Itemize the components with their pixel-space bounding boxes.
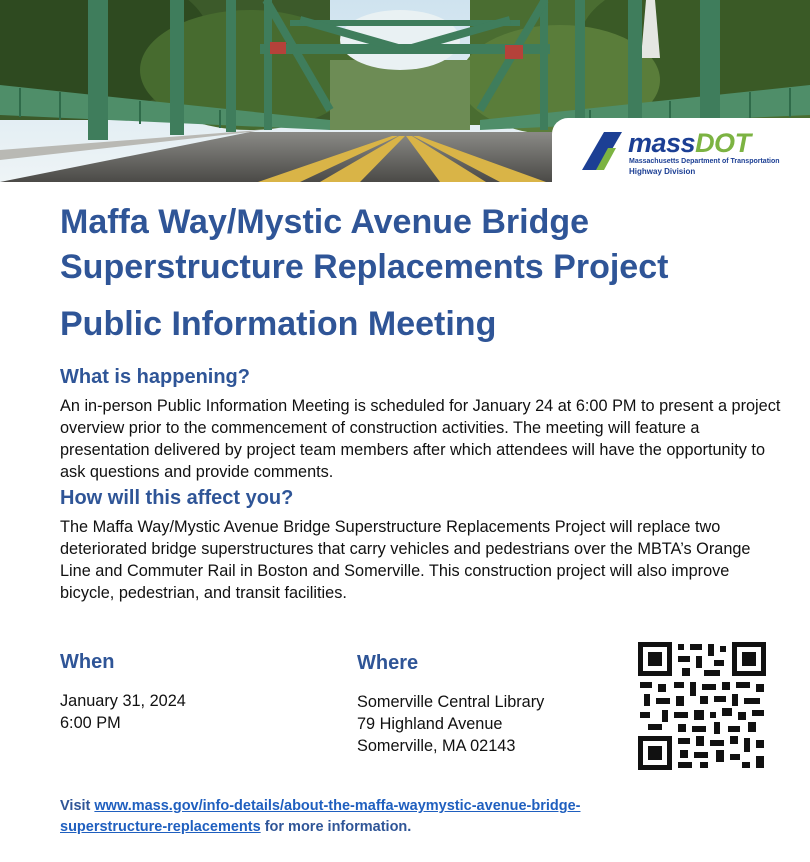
where-venue: Somerville Central Library (357, 693, 545, 711)
footer-prefix: Visit (60, 798, 95, 814)
page-title: Maffa Way/Mystic Avenue Bridge Superstructure Replacements Project (60, 203, 669, 286)
project-info-link-line2: superstructure-replacements (60, 819, 261, 835)
happening-body: An in-person Public Information Meeting is scheduled for January 24 at 6:00 PM to present a project overview prior to the commencement of construction activities. The meeting will feature a presentation delivered by project team members after which attendees will have the opportunity to ask questions and provide comments. (60, 397, 781, 481)
where-city: Somerville, MA 02143 (357, 737, 516, 755)
page-subtitle: Public Information Meeting (60, 305, 497, 343)
massdot-logo (552, 118, 810, 182)
hero-bridge-image (0, 0, 810, 182)
massdot-tagline: Massachusetts Department of Transportation (629, 158, 780, 165)
when-date: January 31, 2024 (60, 692, 186, 710)
massdot-mark-icon (582, 130, 624, 172)
qr-code-icon (638, 642, 766, 770)
massdot-division: Highway Division (629, 167, 696, 176)
where-street: 79 Highland Avenue (357, 715, 503, 733)
footer-suffix: for more information. (260, 819, 412, 835)
massdot-wordmark (628, 129, 751, 157)
happening-heading: What is happening? (60, 366, 250, 388)
project-info-link-line1: www.mass.gov/info-details/about-the-maffa-waymystic-avenue-bridge- (94, 798, 581, 814)
affect-body: The Maffa Way/Mystic Avenue Bridge Superstructure Replacements Project will replace two deteriorated bridge superstructures that carry vehicles and pedestrians over the MBTA’s Orange Line and Commuter Rail in Boston and Somerville. This construction project will also improve bicycle, pedestrian, and transit facilities. (60, 518, 751, 602)
massdot-dot-text: DOT (695, 128, 751, 158)
affect-heading: How will this affect you? (60, 487, 294, 509)
footer-info (60, 796, 760, 838)
where-heading: Where (357, 652, 419, 674)
when-heading: When (60, 651, 115, 673)
when-time: 6:00 PM (60, 714, 121, 732)
massdot-mass-text: mass (628, 128, 696, 158)
qr-code[interactable] (638, 642, 766, 770)
